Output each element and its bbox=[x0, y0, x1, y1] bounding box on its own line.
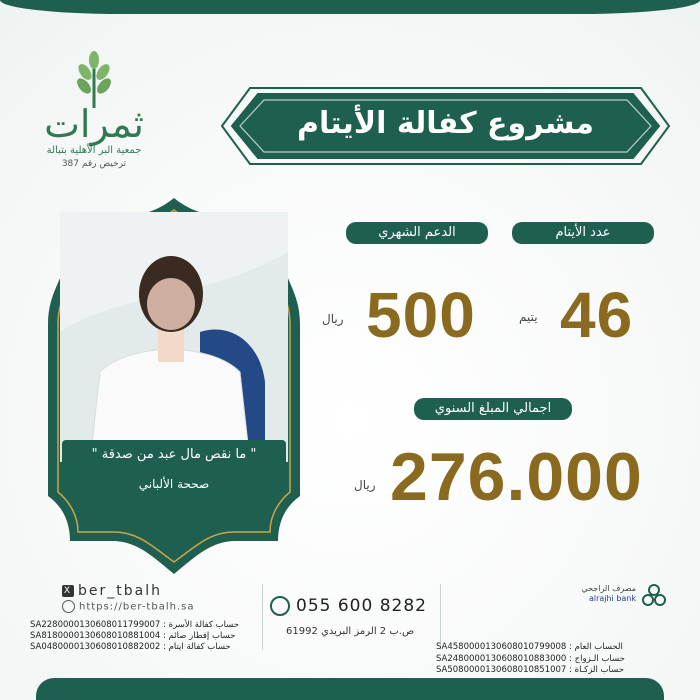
footer-divider bbox=[440, 584, 441, 650]
website-text: https://ber-tbalh.sa bbox=[79, 601, 195, 613]
footer-divider bbox=[262, 584, 263, 650]
logo-license: ترخيص رقم 387 bbox=[61, 159, 127, 169]
accounts-left bbox=[30, 620, 260, 653]
orphans-label: عدد الأيتام bbox=[512, 222, 654, 244]
orphans-value: 46 bbox=[560, 279, 634, 351]
annual-label: اجمالي المبلغ السنوي bbox=[414, 398, 572, 420]
support-value: 500 bbox=[366, 279, 476, 351]
support-label: الدعم الشهري bbox=[346, 222, 488, 244]
phone-text: 055 600 8282 bbox=[296, 596, 427, 616]
bank-name-en: alrajhi bank bbox=[588, 594, 636, 603]
quote-text: " ما نقص مال عبد من صدقة " bbox=[62, 440, 286, 470]
account-line: SA2280000130608011799007 : حساب كفالة الأسرة bbox=[30, 620, 240, 630]
globe-icon bbox=[62, 600, 75, 613]
account-line: SA5080000130608010851007 : حساب الزكـاة bbox=[436, 665, 624, 675]
x-handle[interactable] bbox=[62, 583, 162, 599]
account-line: SA2480000130608010883000 : حساب الـزواج bbox=[436, 653, 625, 664]
title-plate bbox=[218, 86, 673, 166]
logo-subtitle: جمعية البر الأهلية بتبالة bbox=[46, 145, 142, 156]
account-line: SA0480000130608010882002 : حساب كفالة ايتام bbox=[30, 642, 231, 652]
account-line: SA8180000130608010881004 : حساب إفطار صائم bbox=[30, 631, 236, 641]
annual-value: 276.000 bbox=[390, 439, 643, 515]
bank-name-ar: مصرف الراجحي bbox=[581, 584, 636, 593]
x-icon: X bbox=[63, 586, 73, 596]
quote-source: صححة الألباني bbox=[138, 477, 210, 491]
page-title: مشروع كفالة الأيتام bbox=[297, 106, 594, 141]
po-box: ص.ب 2 الرمز البريدي 61992 bbox=[286, 626, 415, 637]
child-photo bbox=[60, 212, 288, 462]
bank-logo-block bbox=[556, 580, 676, 610]
accounts-right bbox=[436, 642, 686, 677]
account-line: SA4580000130608010799008 : الحساب العام bbox=[436, 642, 623, 652]
whatsapp-icon bbox=[270, 596, 290, 616]
bank-icon bbox=[640, 582, 668, 610]
annual-unit: ريال bbox=[354, 478, 376, 492]
logo-name: ثمرات bbox=[44, 102, 144, 146]
phone-number[interactable] bbox=[270, 596, 427, 616]
website-link[interactable] bbox=[62, 600, 194, 613]
orphans-unit: يتيم bbox=[519, 310, 538, 324]
bottom-band bbox=[36, 678, 664, 700]
wheat-icon bbox=[64, 50, 124, 110]
association-logo bbox=[24, 50, 164, 180]
x-handle-text: ber_tbalh bbox=[78, 583, 162, 599]
top-band bbox=[0, 0, 700, 14]
support-unit: ريال bbox=[322, 312, 344, 326]
